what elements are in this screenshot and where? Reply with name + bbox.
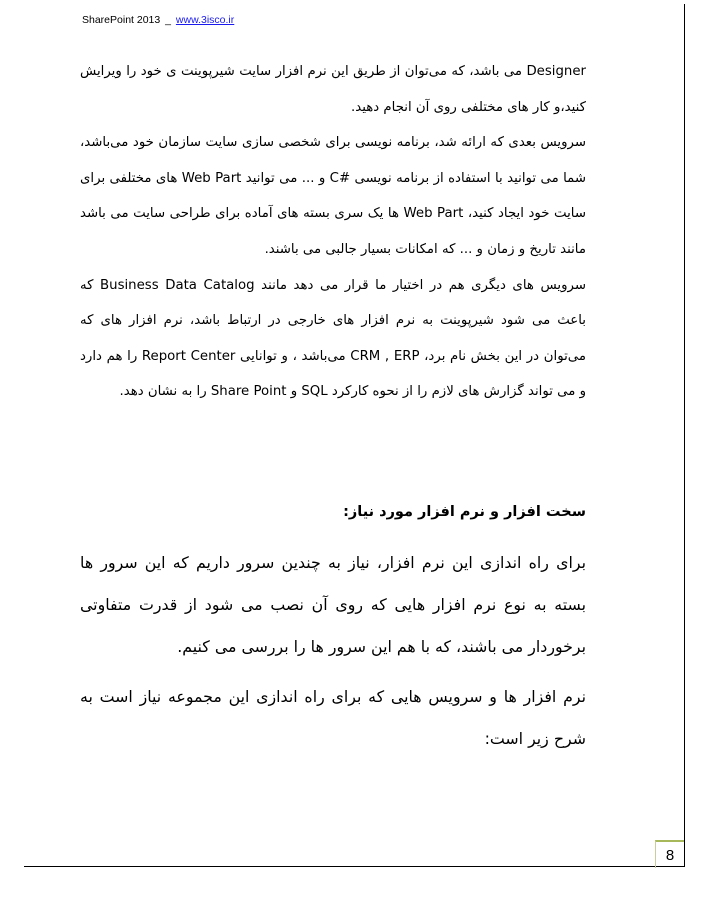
paragraph-servers: برای راه اندازی این نرم افزار، نیاز به چندین سرور داریم که این سرور ها بسته به نوع نرم افزار هایی که روی آن نصب می شود از قدرت متفاوتی برخوردار می باشند، که با هم این سرور ها را بررسی می کنیم. (80, 553, 586, 656)
page-number-box (655, 840, 684, 868)
paragraph-designer: Designer می باشد، که می‌توان از طریق این نرم افزار سایت شیرپوینت ی خود را ویرایش کنید،و کار های مختلفی روی آن انجام دهید. (80, 64, 586, 115)
header-separator: _ (165, 14, 171, 26)
paragraph-programming: سرویس بعدی که ارائه شد، برنامه نویسی برای شخصی سازی سایت سازمان خود می‌باشد، شما می توانید با استفاده از برنامه نویسی #C و ... می توانید Web Part های مختلفی برای سایت خود ایجاد کنید، Web Part ها یک سری بسته های آماده برای طراحی سایت می باشد مانند تاریخ و زمان و ... که امکانات بسیار جالبی می باشند. (80, 135, 586, 257)
body-section-services (80, 54, 586, 410)
page-header (82, 14, 234, 26)
header-website-link[interactable]: www.3isco.ir (175, 14, 235, 26)
page-number: 8 (665, 846, 675, 864)
paragraph-other-services: سرویس های دیگری هم در اختیار ما قرار می دهد مانند Business Data Catalog که باعث می شود شیرپوینت به نرم افزار های خارجی در ارتباط باشد، نرم افزار های که می‌توان در این بخش نام برد، CRM , ERP می‌باشد ، و توانایی Report Center را هم دارد و می تواند گزارش های لازم را از نحوه کارکرد SQL و Share Point را به نشان دهد. (80, 277, 586, 400)
section-heading: سخت افزار و نرم افزار مورد نیاز: (343, 504, 586, 520)
paragraph-software-list-intro: نرم افزار ها و سرویس هایی که برای راه اندازی این مجموعه نیاز است به شرح زیر است: (80, 687, 586, 748)
header-product: SharePoint 2013 (82, 14, 161, 26)
body-section-requirements (80, 542, 586, 760)
